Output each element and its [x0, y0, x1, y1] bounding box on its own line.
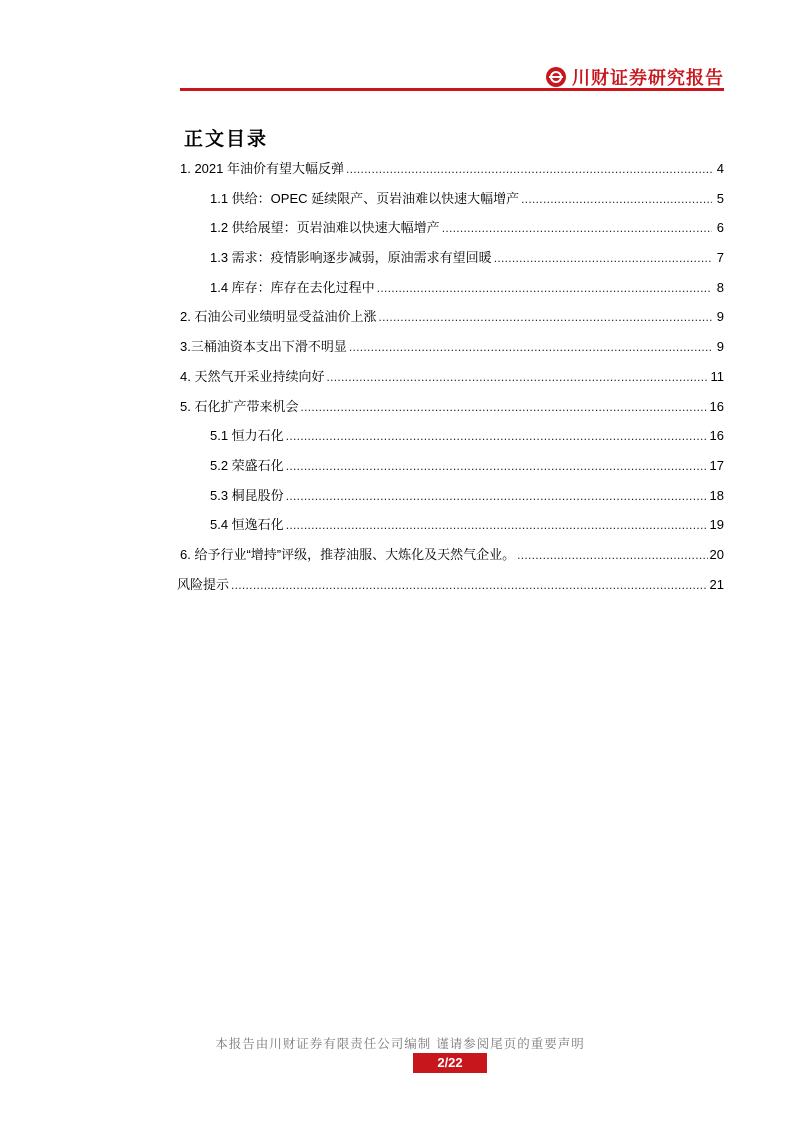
- toc-entry[interactable]: [180, 184, 724, 214]
- toc-entry[interactable]: [180, 540, 724, 570]
- toc-entry-label: 5.3 桐昆股份: [210, 487, 284, 503]
- toc-entry-label: 5. 石化扩产带来机会: [180, 398, 299, 414]
- toc-leader-dots: [286, 482, 708, 512]
- toc-entry-label: 风险提示: [177, 576, 230, 592]
- toc-entry[interactable]: [180, 213, 724, 243]
- toc-entry[interactable]: [180, 273, 724, 303]
- header-divider: [180, 88, 724, 91]
- toc-leader-dots: [494, 244, 712, 274]
- toc-entry-label: 1.2 供给展望：页岩油难以快速大幅增产: [210, 220, 440, 236]
- toc-entry-page: 6: [716, 220, 724, 236]
- toc-entry-label: 1.1 供给：OPEC 延续限产、页岩油难以快速大幅增产: [210, 190, 520, 206]
- toc-entry-label: 1. 2021 年油价有望大幅反弹: [180, 161, 344, 176]
- toc-leader-dots: [231, 571, 708, 601]
- toc-entry-page: 9: [716, 339, 724, 355]
- table-of-contents: [177, 154, 724, 599]
- toc-entry-label: 5.4 恒逸石化: [210, 517, 284, 533]
- toc-entry[interactable]: [180, 154, 724, 184]
- toc-entry[interactable]: [180, 362, 724, 392]
- toc-leader-dots: [286, 452, 708, 482]
- toc-entry-page: 21: [709, 576, 724, 592]
- toc-leader-dots: [517, 541, 707, 571]
- toc-entry-label: 2. 石油公司业绩明显受益油价上涨: [180, 309, 377, 325]
- toc-leader-dots: [300, 393, 707, 423]
- toc-entry[interactable]: [180, 481, 724, 511]
- toc-entry-label: 5.1 恒力石化: [210, 428, 284, 444]
- toc-entry-page: 18: [709, 487, 724, 503]
- toc-entry-page: 16: [709, 428, 724, 444]
- footer-disclaimer: 本报告由川财证券有限责任公司编制 谨请参阅尾页的重要声明: [215, 1036, 585, 1051]
- toc-entry-page: 20: [709, 546, 724, 562]
- toc-entry-page: 7: [716, 250, 724, 266]
- toc-entry[interactable]: [180, 302, 724, 332]
- page-number: 2/22: [413, 1053, 487, 1073]
- toc-entry[interactable]: [180, 243, 724, 273]
- toc-entry[interactable]: [177, 570, 724, 600]
- toc-entry-page: 9: [716, 309, 724, 325]
- toc-entry-label: 1.3 需求：疫情影响逐步减弱，原油需求有望回暖: [210, 250, 492, 266]
- toc-leader-dots: [442, 214, 712, 244]
- header-brand: [546, 64, 724, 90]
- toc-entry-page: 16: [709, 398, 724, 414]
- toc-leader-dots: [286, 511, 708, 541]
- toc-leader-dots: [286, 422, 708, 452]
- toc-entry[interactable]: [180, 421, 724, 451]
- toc-entry-page: 11: [710, 368, 724, 384]
- toc-entry-page: 8: [716, 279, 724, 295]
- toc-entry-page: 19: [709, 517, 724, 533]
- toc-leader-dots: [521, 185, 712, 215]
- toc-leader-dots: [377, 274, 712, 304]
- toc-entry-page: 5: [716, 190, 724, 206]
- toc-leader-dots: [349, 333, 712, 363]
- toc-entry-label: 3.三桶油资本支出下滑不明显: [180, 339, 347, 355]
- chuancai-logo-icon: [546, 67, 566, 87]
- brand-name: 川财证券研究报告: [572, 68, 724, 88]
- toc-entry-label: 5.2 荣盛石化: [210, 457, 284, 473]
- toc-entry-label: 1.4 库存：库存在去化过程中: [210, 279, 375, 295]
- toc-entry-page: 17: [709, 457, 724, 473]
- toc-entry-label: 6. 给予行业“增持”评级，推荐油服、大炼化及天然气企业。: [180, 546, 516, 562]
- toc-entry[interactable]: [180, 392, 724, 422]
- toc-entry[interactable]: [180, 451, 724, 481]
- toc-title: 正文目录: [184, 129, 269, 150]
- toc-leader-dots: [346, 155, 712, 185]
- toc-entry-page: 4: [716, 161, 724, 176]
- toc-leader-dots: [378, 303, 712, 333]
- toc-entry-label: 4. 天然气开采业持续向好: [180, 368, 325, 384]
- toc-entry[interactable]: [180, 332, 724, 362]
- toc-leader-dots: [326, 363, 708, 393]
- toc-entry[interactable]: [180, 510, 724, 540]
